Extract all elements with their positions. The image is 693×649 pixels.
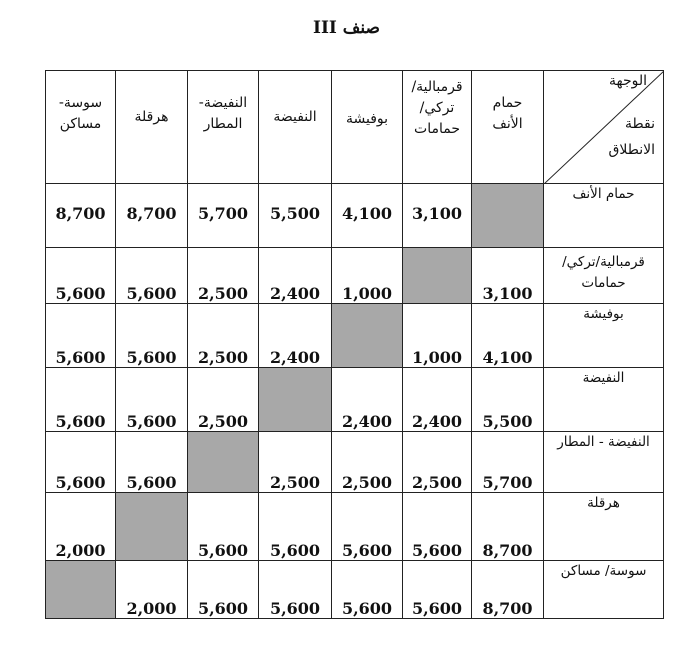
fare-cell: 5,600 <box>188 493 259 561</box>
corner-header-cell <box>544 71 664 184</box>
blank-cell <box>332 304 403 368</box>
row-label-sousse-msaken: سوسة/ مساكن <box>544 561 664 619</box>
table-row <box>46 184 664 248</box>
col-header-enfidha-airport: النفيضة- المطار <box>188 71 259 184</box>
destination-label: الوجهة <box>608 73 647 89</box>
fare-cell: 4,100 <box>472 304 544 368</box>
fare-cell: 5,600 <box>332 561 403 619</box>
fare-cell: 8,700 <box>472 493 544 561</box>
fare-cell: 2,500 <box>403 432 472 493</box>
fare-cell: 5,600 <box>116 368 188 432</box>
col-header-enfidha: النفيضة <box>259 71 332 184</box>
fare-cell: 5,600 <box>46 432 116 493</box>
fare-cell: 3,100 <box>472 248 544 304</box>
col-header-grombalia-turki-hammamet: قرمبالية/ تركي/ حمامات <box>403 71 472 184</box>
fare-cell: 5,600 <box>259 561 332 619</box>
fare-cell: 1,000 <box>403 304 472 368</box>
fare-cell: 5,600 <box>188 561 259 619</box>
origin-label: نقطة الانطلاق <box>608 116 655 158</box>
fare-cell: 2,500 <box>188 304 259 368</box>
fare-cell: 5,600 <box>116 248 188 304</box>
fare-cell: 5,600 <box>116 432 188 493</box>
fare-cell: 5,600 <box>259 493 332 561</box>
col-header-bouficha: بوفيشة <box>332 71 403 184</box>
row-label-grombalia-turki-hammamet: قرمبالية/تركي/ حمامات <box>544 248 664 304</box>
row-label-hammam-lif: حمام الأنف <box>544 184 664 248</box>
fare-cell: 3,100 <box>403 184 472 248</box>
fare-cell: 5,600 <box>46 248 116 304</box>
fare-cell: 8,700 <box>472 561 544 619</box>
fare-cell: 4,100 <box>332 184 403 248</box>
col-header-sousse-msaken: سوسة- مساكن <box>46 71 116 184</box>
fare-cell: 2,500 <box>188 248 259 304</box>
blank-cell <box>472 184 544 248</box>
fare-cell: 1,000 <box>332 248 403 304</box>
fare-cell: 5,600 <box>46 304 116 368</box>
fare-cell: 2,500 <box>188 368 259 432</box>
fare-cell: 5,600 <box>332 493 403 561</box>
blank-cell <box>259 368 332 432</box>
row-label-bouficha: بوفيشة <box>544 304 664 368</box>
fare-cell: 5,500 <box>259 184 332 248</box>
fare-cell: 2,500 <box>259 432 332 493</box>
fare-cell: 5,600 <box>403 493 472 561</box>
table-row <box>46 248 664 304</box>
fare-cell: 5,600 <box>403 561 472 619</box>
fare-cell: 5,600 <box>116 304 188 368</box>
col-header-hergla: هرقلة <box>116 71 188 184</box>
fare-cell: 2,500 <box>332 432 403 493</box>
blank-cell <box>403 248 472 304</box>
blank-cell <box>46 561 116 619</box>
blank-cell <box>188 432 259 493</box>
table-row <box>46 561 664 619</box>
fare-cell: 2,400 <box>332 368 403 432</box>
table-row <box>46 304 664 368</box>
col-header-hammam-lif: حمام الأنف <box>472 71 544 184</box>
fare-cell: 5,700 <box>188 184 259 248</box>
table-row <box>46 368 664 432</box>
row-label-enfidha: النفيضة <box>544 368 664 432</box>
blank-cell <box>116 493 188 561</box>
table-row <box>46 493 664 561</box>
fare-cell: 5,500 <box>472 368 544 432</box>
fare-cell: 8,700 <box>46 184 116 248</box>
table-title: صنف III <box>313 18 380 38</box>
fare-cell: 5,700 <box>472 432 544 493</box>
fare-cell: 2,400 <box>403 368 472 432</box>
fare-table <box>45 70 664 619</box>
fare-cell: 2,000 <box>46 493 116 561</box>
fare-cell: 2,000 <box>116 561 188 619</box>
table-row <box>46 432 664 493</box>
fare-cell: 8,700 <box>116 184 188 248</box>
fare-cell: 5,600 <box>46 368 116 432</box>
fare-cell: 2,400 <box>259 304 332 368</box>
header-row <box>46 71 664 184</box>
row-label-enfidha-airport: النفيضة - المطار <box>544 432 664 493</box>
row-label-hergla: هرقلة <box>544 493 664 561</box>
fare-cell: 2,400 <box>259 248 332 304</box>
